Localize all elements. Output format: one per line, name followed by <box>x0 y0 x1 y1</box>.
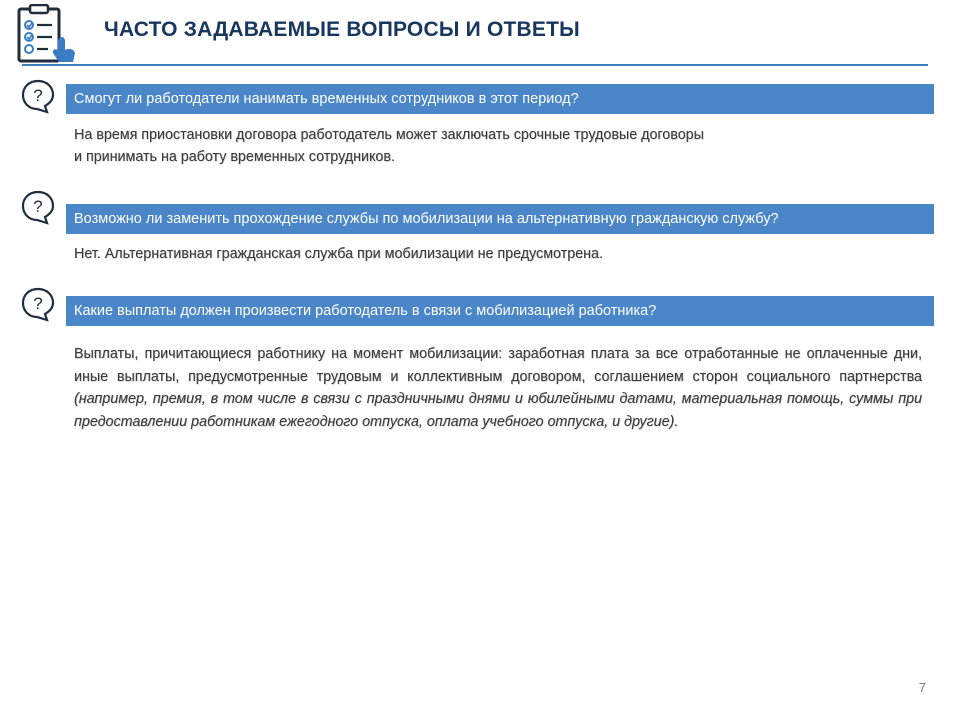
faq-question-1: Смогут ли работодатели нанимать временных сотрудников в этот период? <box>66 84 934 114</box>
page-title: ЧАСТО ЗАДАВАЕМЫЕ ВОПРОСЫ И ОТВЕТЫ <box>104 18 580 41</box>
svg-text:?: ? <box>33 86 43 105</box>
faq-answer-1 <box>74 124 922 168</box>
faq-answer-1-line-2: и принимать на работу временных сотрудников. <box>74 149 395 165</box>
faq-answer-3 <box>74 343 922 433</box>
faq-answer-1-line-1: На время приостановки договора работодатель может заключать срочные трудовые договоры <box>74 127 704 143</box>
faq-answer-2-line-1: Нет. Альтернативная гражданская служба при мобилизации не предусмотрена. <box>74 246 603 262</box>
question-bubble-icon <box>20 189 56 225</box>
page-number: 7 <box>918 680 926 695</box>
faq-answer-2 <box>74 243 922 265</box>
title-divider <box>22 64 928 66</box>
svg-text:?: ? <box>33 197 43 216</box>
faq-question-3: Какие выплаты должен произвести работодатель в связи с мобилизацией работника? <box>66 296 934 326</box>
faq-answer-3-note: (например, премия, в том числе в связи с праздничными днями и юбилейными датами, материальная помощь, суммы при предоставлении работникам ежегодного отпуска, оплата учебного отпуска, и другие). <box>74 391 922 430</box>
faq-question-2: Возможно ли заменить прохождение службы по мобилизации на альтернативную гражданскую службу? <box>66 204 934 234</box>
question-bubble-icon <box>20 78 56 114</box>
faq-answer-3-text: Выплаты, причитающиеся работнику на момент мобилизации: заработная плата за все отработанные не оплаченные дни, иные выплаты, предусмотренные трудовым и коллективным договором, соглашением сторон социального партнерства <box>74 346 922 385</box>
checklist-clipboard-icon <box>14 4 86 64</box>
svg-text:?: ? <box>33 294 43 313</box>
question-bubble-icon <box>20 286 56 322</box>
